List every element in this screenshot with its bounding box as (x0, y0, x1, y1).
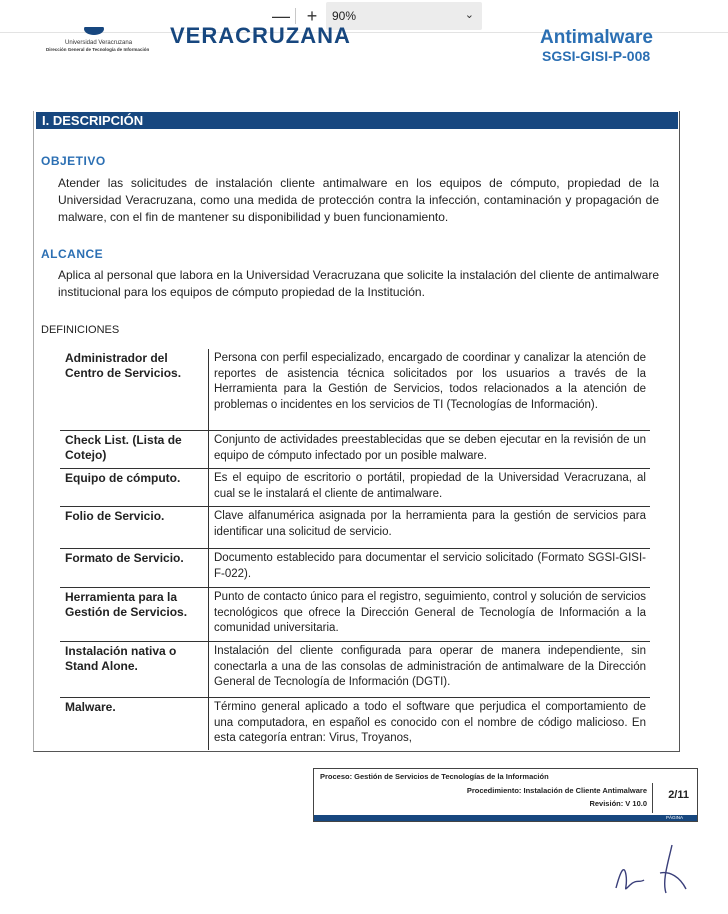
definition-term: Herramienta para la Gestión de Servicios. (65, 590, 188, 619)
page-number: 2/11 (668, 789, 689, 801)
zoom-value: 90% (332, 9, 357, 23)
definition-text: Conjunto de actividades preestablecidas que se deben ejecutar en la revisión de un equipo de cómputo infectado por un posible malware. (214, 434, 646, 462)
definition-term: Formato de Servicio. (65, 551, 184, 565)
definition-term: Folio de Servicio. (65, 509, 165, 523)
definition-term: Equipo de cómputo. (65, 471, 181, 485)
definiciones-label: DEFINICIONES (41, 324, 120, 336)
footer-proceso: Proceso: Gestión de Servicios de Tecnologías de la Información (320, 772, 549, 781)
table-row (60, 469, 650, 507)
definition-text: Documento establecido para documentar el servicio solicitado (Formato SGSI-GISI-F-022). (214, 552, 646, 580)
header-document-code: SGSI-GISI-P-008 (542, 48, 651, 64)
table-row (60, 588, 650, 642)
footer-bar (314, 815, 697, 821)
chevron-down-icon: ⌄ (464, 9, 474, 21)
zoom-in-button[interactable]: + (306, 6, 318, 26)
toolbar-separator (295, 8, 296, 24)
zoom-out-button[interactable]: — (272, 6, 290, 26)
footer-procedimiento: Procedimiento: Instalación de Cliente Antimalware (466, 786, 647, 795)
table-row (60, 642, 650, 698)
table-row (60, 698, 650, 750)
signature-mark (610, 833, 710, 903)
alcance-text: Aplica al personal que labora en la Universidad Veracruzana que solicite la instalación del cliente de antimalware institucional para los equipos de cómputo propiedad de la Institución. (58, 268, 659, 299)
alcance-heading: ALCANCE (41, 247, 104, 261)
definition-text: Instalación del cliente configurada para operar de manera independiente, sin conectarla a una de las consolas de administración de antimalware de la Dirección General de Tecnología de Información (DGTI). (214, 645, 646, 688)
section-header-bar (36, 112, 678, 129)
logo-university-name: Universidad Veracruzana (65, 40, 133, 46)
definition-text: Es el equipo de escritorio o portátil, propiedad de la Universidad Veracruzana, al cual se le instalará el cliente de antimalware. (214, 472, 646, 500)
page-label: PÁGINA (665, 815, 683, 820)
definition-term: Instalación nativa o Stand Alone. (65, 644, 177, 673)
objetivo-heading: OBJETIVO (41, 154, 106, 168)
objetivo-text: Atender las solicitudes de instalación cliente antimalware en los equipos de cómputo, propiedad de la Universidad Veracruzana, como una medida de protección contra la infección, contaminación y propagación de malware, con el fin de mantener su disponibilidad y buen funcionamiento. (58, 176, 659, 224)
logo-direction-name: Dirección General de Tecnología de Información (46, 47, 150, 52)
definition-term: Malware. (65, 700, 116, 714)
definition-term: Administrador del Centro de Servicios. (65, 351, 182, 380)
table-row (60, 507, 650, 549)
footer-divider (652, 783, 653, 813)
definition-text: Persona con perfil especializado, encargado de coordinar y canalizar la atención de reportes de asistencia técnica solicitados por los usuarios a través de la Herramienta para la Gestión de Servicios, todos relacionados a la atención de problemas o incidentes en los servicios de TI (Tecnologías de Información). (214, 352, 646, 411)
definition-term: Check List. (Lista de Cotejo) (65, 433, 182, 462)
definition-text: Punto de contacto único para el registro, seguimiento, control y solución de servicios tecnológicos que ofrece la Dirección General de Tecnología de Información a la comunidad universitaria. (214, 591, 646, 634)
header-university-title: VERACRUZANA (170, 23, 351, 48)
table-row (60, 349, 650, 431)
definition-text: Término general aplicado a todo el software que perjudica el comportamiento de una computadora, en español es conocido con el nombre de código malicioso. En esta categoría entran: Virus, Troyanos, (214, 701, 646, 744)
table-row (60, 549, 650, 588)
table-row (60, 431, 650, 469)
header-document-title: Antimalware (540, 27, 653, 48)
document-page (0, 23, 728, 914)
definition-text: Clave alfanumérica asignada por la herramienta para la gestión de servicios para identificar una solicitud de servicio. (214, 510, 646, 538)
footer-revision: Revisión: V 10.0 (589, 799, 647, 808)
university-logo-icon (82, 27, 106, 37)
document-footer (313, 768, 698, 822)
section-title: I. DESCRIPCIÓN (42, 113, 144, 128)
